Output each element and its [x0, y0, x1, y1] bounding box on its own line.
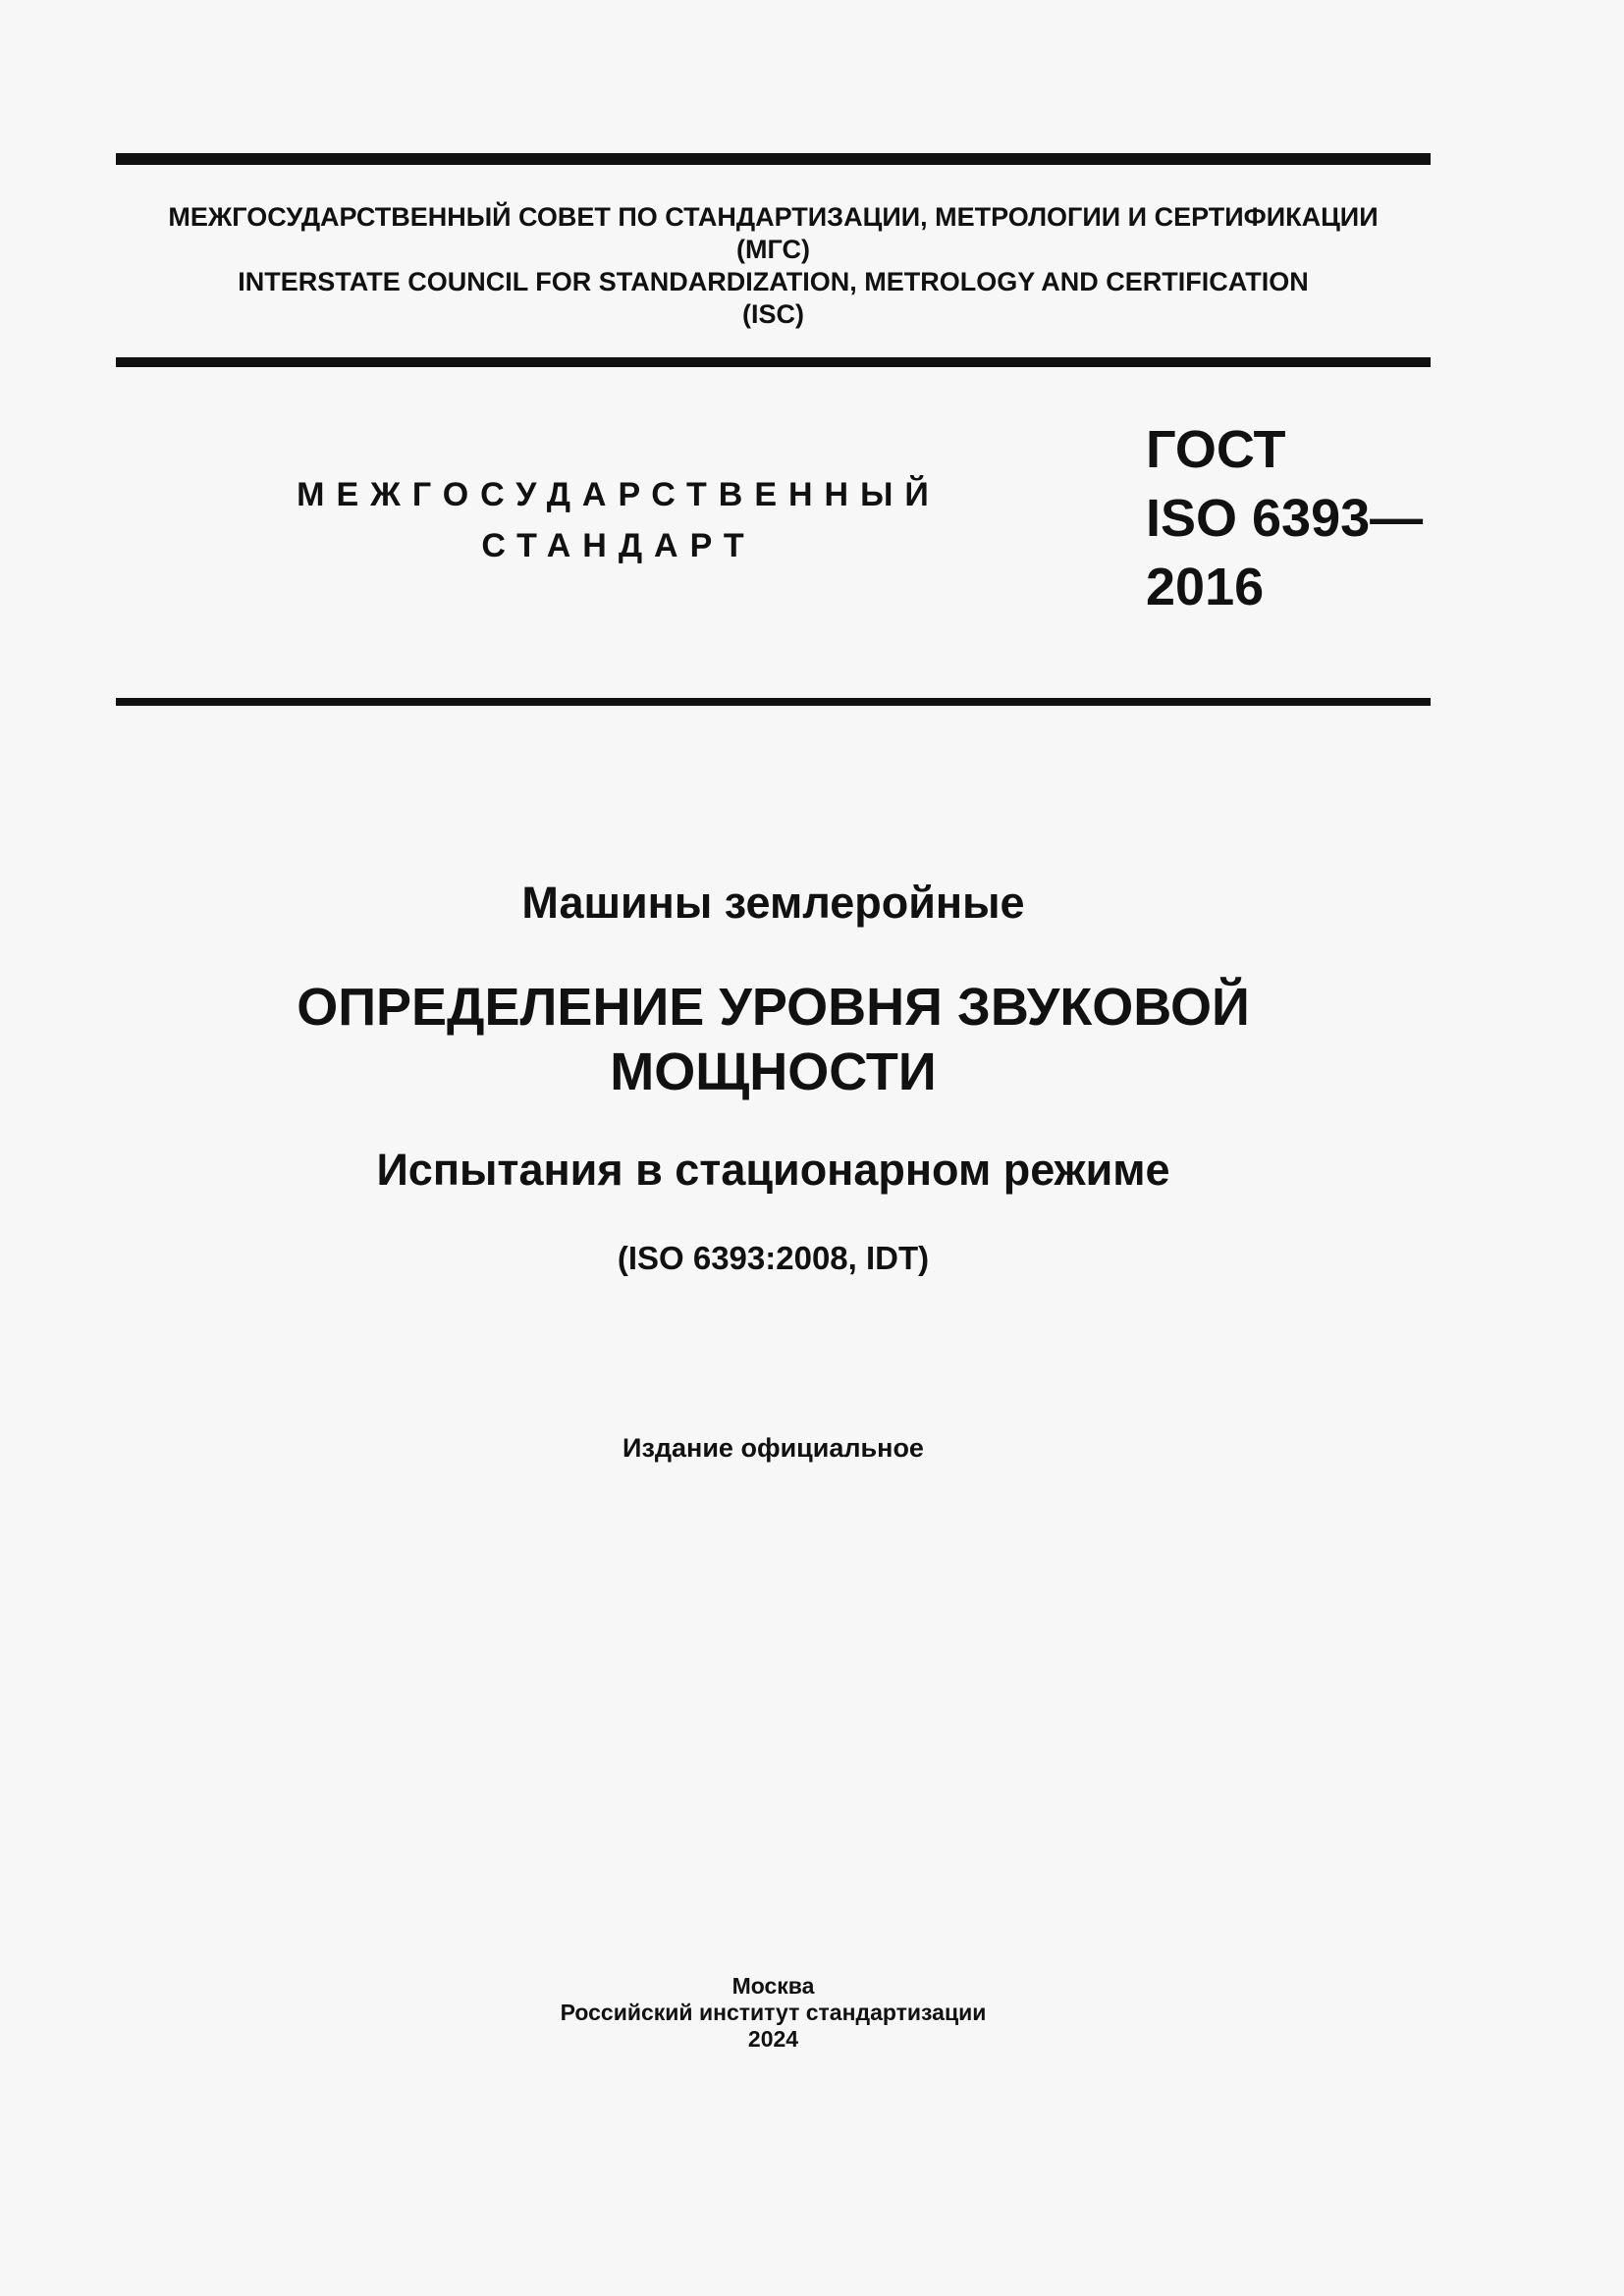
council-name-en: INTERSTATE COUNCIL FOR STANDARDIZATION, METROLOGY AND CERTIFICATION — [238, 267, 1309, 296]
designation-line-2: ISO 6393— — [1146, 489, 1424, 548]
council-name-ru: МЕЖГОСУДАРСТВЕННЫЙ СОВЕТ ПО СТАНДАРТИЗАЦИИ, МЕТРОЛОГИИ И СЕРТИФИКАЦИИ — [168, 202, 1379, 232]
designation-line-3: 2016 — [1146, 558, 1265, 616]
iso-reference: (ISO 6393:2008, IDT) — [617, 1240, 930, 1276]
header-rule — [116, 357, 1431, 367]
standard-type-line-2: СТАНДАРТ — [481, 527, 756, 564]
imprint-publisher: Российский институт стандартизации — [560, 2000, 987, 2025]
standard-type-line-1: МЕЖГОСУДАРСТВЕННЫЙ — [297, 476, 941, 513]
title-main-line-1: ОПРЕДЕЛЕНИЕ УРОВНЯ ЗВУКОВОЙ — [297, 978, 1250, 1037]
council-header — [116, 201, 1431, 331]
edition-label: Издание официальное — [623, 1433, 924, 1463]
title-main-line-2: МОЩНОСТИ — [610, 1042, 937, 1101]
designation-rule — [116, 698, 1431, 706]
imprint-year: 2024 — [747, 2026, 799, 2052]
imprint-city: Москва — [731, 1973, 815, 1999]
title-group: Машины землеройные — [521, 878, 1025, 928]
standard-designation — [1146, 415, 1423, 621]
imprint — [116, 1973, 1431, 2053]
council-abbr-en: (ISC) — [742, 299, 804, 329]
designation-line-1: ГОСТ — [1146, 420, 1286, 479]
top-rule — [116, 153, 1431, 165]
title-main — [116, 975, 1431, 1104]
standard-type — [265, 469, 972, 571]
council-abbr-ru: (МГС) — [736, 235, 810, 264]
title-sub: Испытания в стационарном режиме — [376, 1145, 1170, 1195]
